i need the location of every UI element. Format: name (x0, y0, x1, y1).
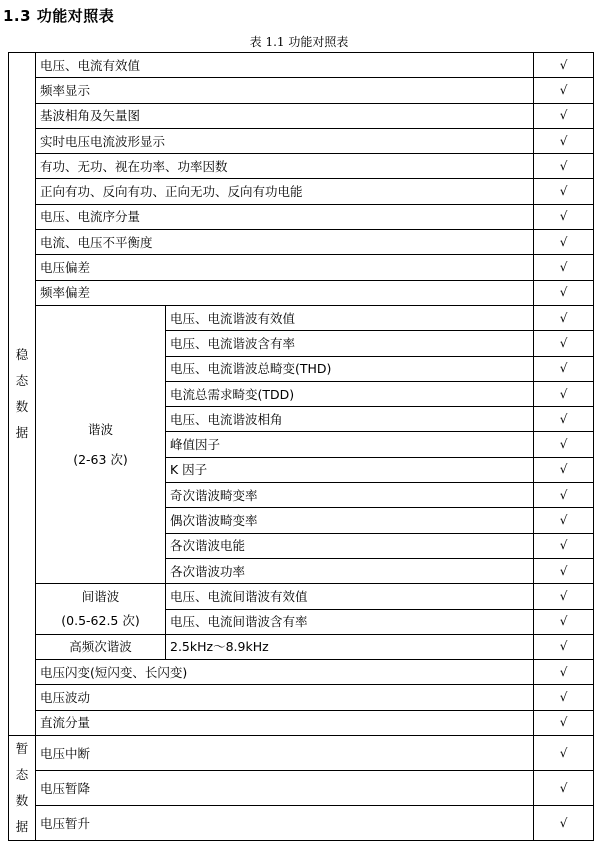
check-mark: √ (534, 305, 594, 330)
function-name: 频率显示 (36, 78, 534, 103)
category-steady: 稳 态 数 据 (9, 53, 36, 736)
table-row (9, 78, 594, 103)
check-mark: √ (534, 255, 594, 280)
high-freq-group-label: 高频次谐波 (36, 634, 166, 659)
table-row (9, 634, 594, 659)
check-mark: √ (534, 230, 594, 255)
table-caption: 表 1.1 功能对照表 (249, 35, 349, 49)
table-row (9, 584, 594, 609)
table-row (9, 179, 594, 204)
check-mark: √ (534, 331, 594, 356)
function-name: 电压偏差 (36, 255, 534, 280)
check-mark: √ (534, 685, 594, 710)
function-name: 偶次谐波畸变率 (166, 508, 534, 533)
function-name: 电压、电流间谐波有效值 (166, 584, 534, 609)
check-mark: √ (534, 280, 594, 305)
check-mark: √ (534, 457, 594, 482)
function-name: 电压、电流序分量 (36, 204, 534, 229)
table-row (9, 771, 594, 806)
table-row (9, 685, 594, 710)
function-name: 各次谐波电能 (166, 533, 534, 558)
function-name: 基波相角及矢量图 (36, 103, 534, 128)
table-row (9, 154, 594, 179)
check-mark: √ (534, 558, 594, 583)
function-name: 电压、电流谐波相角 (166, 407, 534, 432)
check-mark: √ (534, 103, 594, 128)
table-row (9, 53, 594, 78)
table-row (9, 660, 594, 685)
check-mark: √ (534, 710, 594, 735)
check-mark: √ (534, 508, 594, 533)
check-mark: √ (534, 78, 594, 103)
table-row (9, 204, 594, 229)
check-mark: √ (534, 154, 594, 179)
table-row (9, 710, 594, 735)
function-name: 实时电压电流波形显示 (36, 128, 534, 153)
function-name: 电压闪变(短闪变、长闪变) (36, 660, 534, 685)
function-name: 电压、电流谐波总畸变(THD) (166, 356, 534, 381)
check-mark: √ (534, 407, 594, 432)
check-mark: √ (534, 381, 594, 406)
check-mark: √ (534, 533, 594, 558)
function-table (8, 52, 594, 841)
check-mark: √ (534, 128, 594, 153)
check-mark: √ (534, 204, 594, 229)
check-mark: √ (534, 179, 594, 204)
check-mark: √ (534, 356, 594, 381)
function-name: 电压、电流谐波含有率 (166, 331, 534, 356)
function-name: 电压、电流有效值 (36, 53, 534, 78)
section-heading: 1.3 功能对照表 (3, 7, 115, 25)
function-name: 电压、电流间谐波含有率 (166, 609, 534, 634)
function-name: 正向有功、反向有功、正向无功、反向有功电能 (36, 179, 534, 204)
check-mark: √ (534, 634, 594, 659)
function-name: 电压暂升 (36, 806, 534, 841)
function-name: 电压中断 (36, 736, 534, 771)
table-row (9, 128, 594, 153)
check-mark: √ (534, 483, 594, 508)
table-row (9, 736, 594, 771)
check-mark: √ (534, 806, 594, 841)
check-mark: √ (534, 584, 594, 609)
check-mark: √ (534, 736, 594, 771)
function-name: K 因子 (166, 457, 534, 482)
category-transient: 暂 态 数 据 (9, 736, 36, 841)
check-mark: √ (534, 432, 594, 457)
function-name: 峰值因子 (166, 432, 534, 457)
harmonics-group-label: 谐波 (2-63 次) (36, 305, 166, 583)
function-name: 电压暂降 (36, 771, 534, 806)
table-row (9, 103, 594, 128)
function-name: 各次谐波功率 (166, 558, 534, 583)
function-name: 电压、电流谐波有效值 (166, 305, 534, 330)
table-row (9, 806, 594, 841)
check-mark: √ (534, 609, 594, 634)
function-name: 2.5kHz～8.9kHz (166, 634, 534, 659)
table-row (9, 305, 594, 330)
interharmonics-group-label: 间谐波 (0.5-62.5 次) (36, 584, 166, 635)
function-name: 奇次谐波畸变率 (166, 483, 534, 508)
table-row (9, 255, 594, 280)
check-mark: √ (534, 771, 594, 806)
table-row (9, 280, 594, 305)
function-name: 有功、无功、视在功率、功率因数 (36, 154, 534, 179)
function-name: 直流分量 (36, 710, 534, 735)
function-name: 电流总需求畸变(TDD) (166, 381, 534, 406)
check-mark: √ (534, 660, 594, 685)
table-row (9, 230, 594, 255)
check-mark: √ (534, 53, 594, 78)
function-name: 电压波动 (36, 685, 534, 710)
function-name: 电流、电压不平衡度 (36, 230, 534, 255)
function-name: 频率偏差 (36, 280, 534, 305)
